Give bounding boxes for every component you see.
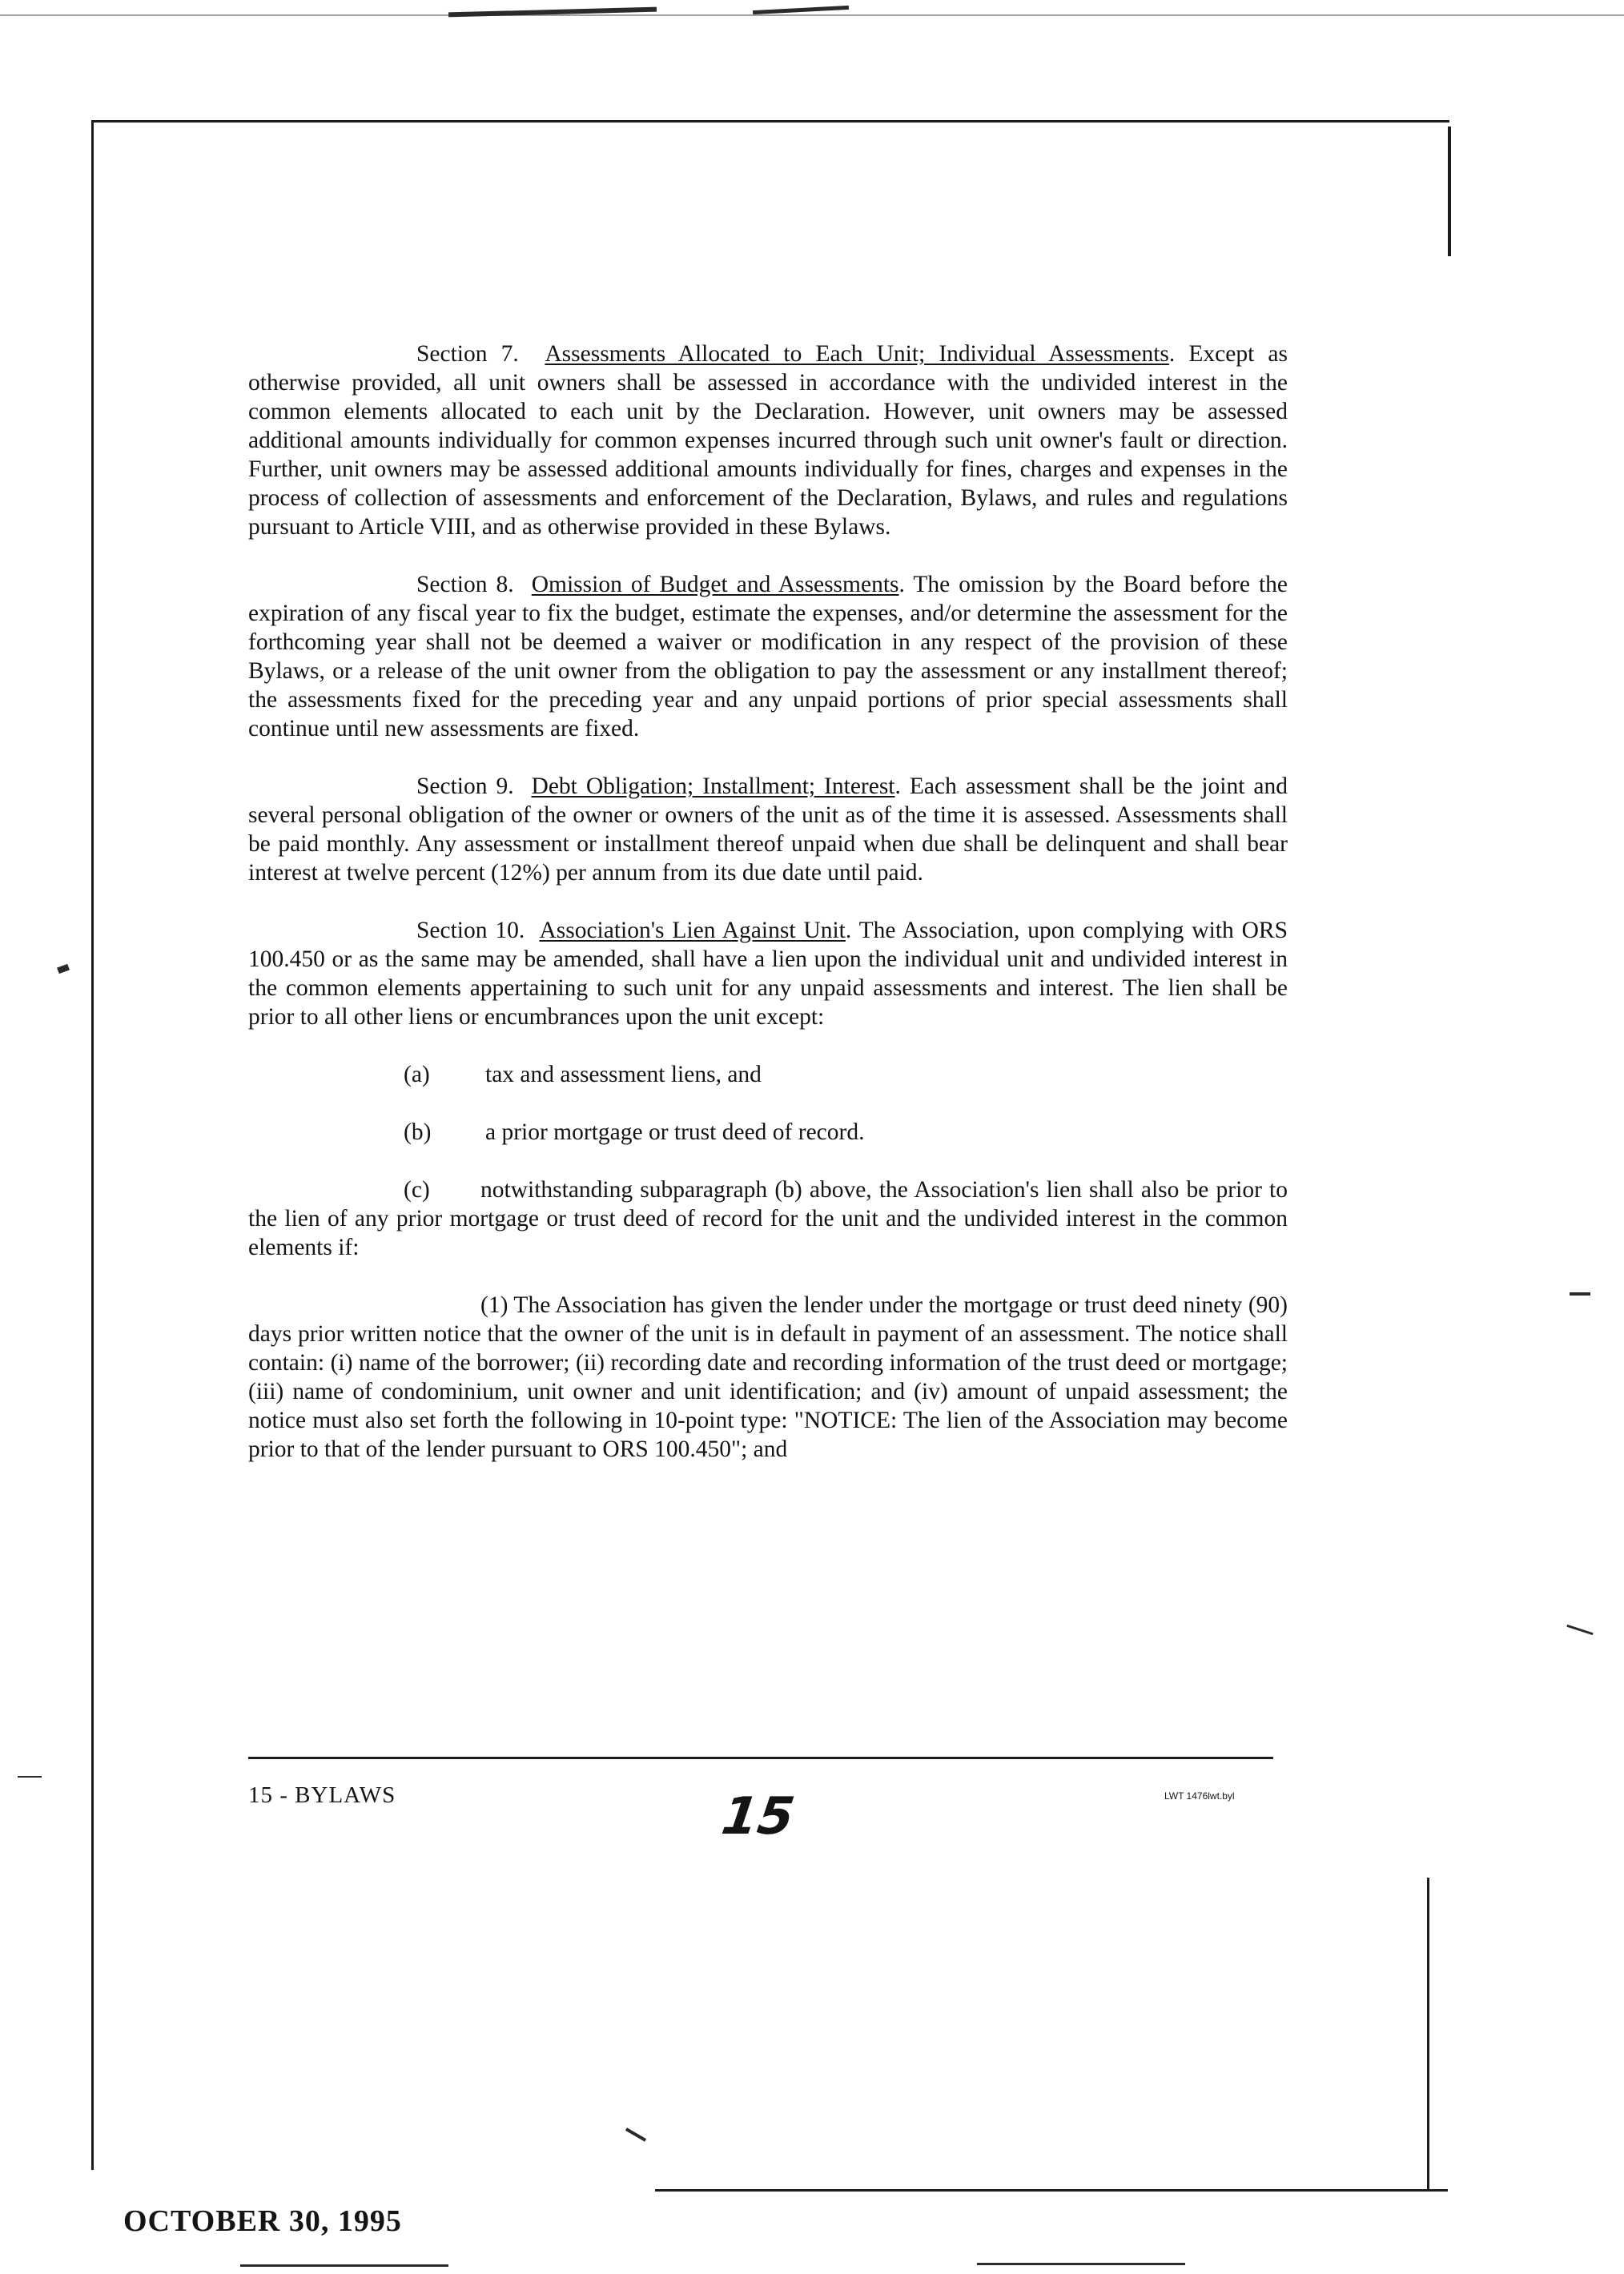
- list-item-c: [248, 1175, 1288, 1262]
- scan-mark-bottom: [240, 2264, 448, 2267]
- section-10-heading: Section 10.: [416, 918, 525, 943]
- page-frame-right-top: [1448, 127, 1451, 256]
- list-item-label: (b): [404, 1119, 432, 1145]
- list-item-c-text: notwithstanding subparagraph (b) above, the Association's lien shall also be prior to the lien of any prior mortgage or trust deed of record for the unit and the undivided interest in the common elements if:: [248, 1177, 1288, 1260]
- section-7-heading: Section 7.: [416, 341, 519, 367]
- scan-mark-center: [625, 2127, 646, 2141]
- list-item-b: [248, 1118, 1288, 1147]
- date-stamp: OCTOBER 30, 1995: [123, 2204, 402, 2238]
- footer-rule: [248, 1757, 1273, 1759]
- scan-mark-right2: [1566, 1625, 1593, 1635]
- section-7: [248, 339, 1288, 541]
- list-item-text: tax and assessment liens, and: [485, 1062, 762, 1087]
- section-7-title: Assessments Allocated to Each Unit; Individual Assessments: [545, 341, 1169, 367]
- section-10: [248, 916, 1288, 1031]
- handwritten-page-number: 15: [718, 1787, 798, 1846]
- section-9-body: . Each assessment shall be the joint and several personal obligation of the owner or owners of the unit as of the time it is assessed. Assessments shall be paid monthly. Any assessment or installment thereof unpaid when due shall be delinquent and shall bear interest at twelve percent (12%) per annum from its due date until paid.: [248, 773, 1288, 886]
- page-frame-bottom: [655, 2189, 1448, 2192]
- list-item-c-label: (c): [404, 1177, 430, 1203]
- section-9-heading: Section 9.: [416, 773, 514, 799]
- section-8-body: . The omission by the Board before the expiration of any fiscal year to fix the budget, estimate the expenses, and/or determine the assessment for the forthcoming year shall not be deemed a waiver or modification in any respect of the provision of these Bylaws, or a release of the unit owner from the obligation to pay the assessment or any installment thereof; the assessments fixed for the preceding year and any unpaid portions of prior special assessments shall continue until new assessments are fixed.: [248, 572, 1288, 741]
- list-item-text: a prior mortgage or trust deed of record.: [485, 1119, 865, 1145]
- section-7-body: . Except as otherwise provided, all unit owners shall be assessed in accordance with the undivided interest in the common elements allocated to each unit by the Declaration. However, unit owners may be assessed additional amounts individually for common expenses incurred through such unit owner's fault or direction. Further, unit owners may be assessed additional amounts individually for fines, charges and expenses in the process of collection of assessments and enforcement of the Declaration, Bylaws, and rules and regulations pursuant to Article VIII, and as otherwise provided in these Bylaws.: [248, 341, 1288, 540]
- list-item-a: [248, 1060, 1288, 1089]
- section-8-title: Omission of Budget and Assessments: [531, 572, 899, 597]
- page-frame-top: [91, 120, 1449, 123]
- page-frame-right-bottom: [1427, 1878, 1429, 2190]
- subparagraph-1: (1) The Association has given the lender under the mortgage or trust deed ninety (90) days prior written notice that the owner of the unit is in default in payment of an assessment. The notice shall contain: (i) name of the borrower; (ii) recording date and recording information of the trust deed or mortgage; (iii) name of condominium, unit owner and unit identification; and (iv) amount of unpaid assessment; the notice must also set forth the following in 10-point type: "NOTICE: The lien of the Association may become prior to that of the lender pursuant to ORS 100.450"; and: [248, 1292, 1288, 1462]
- scan-mark-right: [1570, 1292, 1590, 1296]
- section-10-title: Association's Lien Against Unit: [539, 918, 846, 943]
- scan-mark-top: [0, 14, 1624, 16]
- scan-mark-top-stroke2: [753, 6, 849, 14]
- section-8: [248, 570, 1288, 743]
- footer-page-label: 15 - BYLAWS: [248, 1782, 396, 1808]
- section-9-title: Debt Obligation; Installment; Interest: [531, 773, 895, 799]
- section-8-heading: Section 8.: [416, 572, 514, 597]
- scan-mark-left2: [18, 1776, 42, 1778]
- section-10-body: . The Association, upon complying with ORS 100.450 or as the same may be amended, shall have a lien upon the individual unit and undivided interest in the common elements appertaining to such unit for any unpaid assessments and interest. The lien shall be prior to all other liens or encumbrances upon the unit except:: [248, 918, 1288, 1030]
- section-9: [248, 772, 1288, 887]
- scan-mark-bottom2: [977, 2263, 1185, 2265]
- document-body: [248, 339, 1288, 1493]
- page-frame-left: [91, 120, 94, 2170]
- scan-mark-left: [57, 964, 70, 974]
- footer-file-code: LWT 1476lwt.byl: [1164, 1790, 1235, 1802]
- list-item-label: (a): [404, 1062, 430, 1087]
